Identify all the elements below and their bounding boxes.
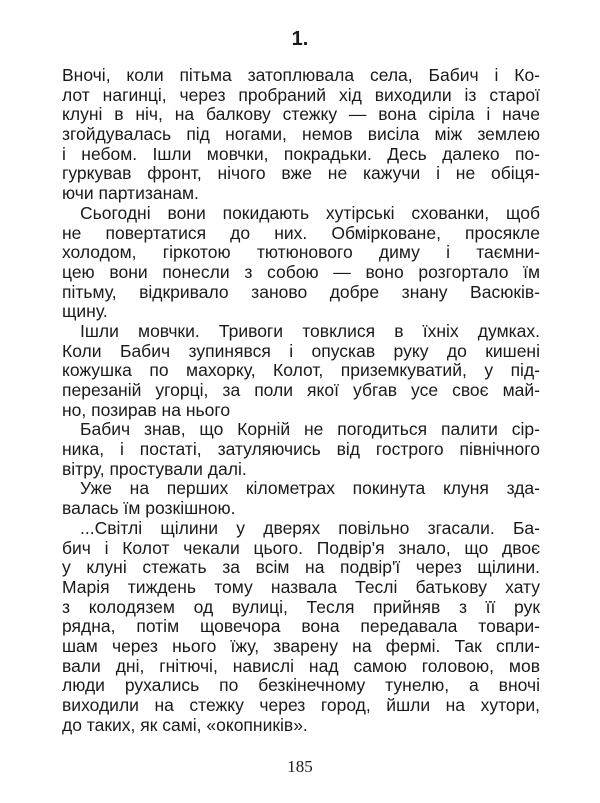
text-line: цею вони понесли з собою — воно розгортало їм xyxy=(62,261,540,282)
text-line: вали дні, гнітючі, навислі над самою головою, мов xyxy=(62,655,540,676)
text-line: щину. xyxy=(62,301,108,322)
text-line: гуркував фронт, нічого вже не кажучи і не обіця- xyxy=(62,163,540,184)
text-line: холодом, гіркотою тютюнового диму і таємни- xyxy=(62,242,540,263)
text-line: не повертатися до них. Обмірковане, просякле xyxy=(62,222,540,243)
text-line: Бабич знав, що Корній не погодиться палити сір- xyxy=(80,419,540,440)
text-line: валась їм розкішною. xyxy=(62,498,236,519)
text-line: Уже на перших кілометрах покинута клуня зда- xyxy=(80,478,540,499)
text-line: Ішли мовчки. Тривоги товклися в їхніх думках. xyxy=(80,320,540,341)
page-number: 185 xyxy=(287,757,313,776)
body-text xyxy=(62,66,540,735)
chapter-heading: 1. xyxy=(291,28,309,50)
text-line: клуні в ніч, на балкову стежку — вона сіріла і наче xyxy=(62,104,540,125)
text-line: кожушка по махорку, Колот, приземкуватий, у під- xyxy=(62,360,540,381)
paragraph xyxy=(62,66,540,204)
text-line: у клуні стежать за всім на подвір'ї через щілини. xyxy=(62,557,540,578)
text-line: ючи партизанам. xyxy=(62,183,199,204)
text-line: до таких, як самі, «окопників». xyxy=(62,714,308,735)
text-line: Сьогодні вони покидають хутірські схованки, щоб xyxy=(80,202,540,223)
text-line: виходили на стежку через город, йшли на хутори, xyxy=(62,695,540,715)
paragraph xyxy=(62,204,540,322)
paragraph xyxy=(62,519,540,736)
text-line: бич і Колот чекали цього. Подвір'я знало, що двоє xyxy=(62,537,540,558)
paragraph xyxy=(62,322,540,420)
text-line: Вночі, коли пітьма затоплювала села, Бабич і Ко- xyxy=(62,65,540,85)
text-line: з колодязем од вулиці, Тесля прийняв з її рук xyxy=(62,596,540,617)
text-line: пітьму, відкривало заново добре знану Васюків- xyxy=(62,281,540,302)
paragraph xyxy=(62,420,540,479)
text-line: вітру, простували далі. xyxy=(62,458,247,479)
text-line: ...Світлі щілини у дверях повільно згасали. Ба- xyxy=(80,517,540,538)
text-line: Коли Бабич зупинявся і опускав руку до кишені xyxy=(62,340,540,361)
text-line: шам через нього їжу, зварену на фермі. Так спли- xyxy=(62,635,540,656)
text-line: люди рухались по безкінечному тунелю, а вночі xyxy=(62,675,540,696)
text-line: Марія тиждень тому назвала Теслі батькову хату xyxy=(62,576,540,597)
text-line: но, позирав на нього xyxy=(62,399,231,420)
text-line: перезаній угорці, за поли якої убгав усе своє май- xyxy=(62,380,540,400)
text-line: рядна, потім щовечора вона передавала товари- xyxy=(62,616,540,637)
paragraph xyxy=(62,479,540,518)
text-line: і небом. Ішли мовчки, покрадьки. Десь далеко по- xyxy=(62,143,540,164)
text-line: згойдувалась під ногами, немов висіла між землею xyxy=(62,124,540,145)
text-line: ника, і постаті, затуляючись від гострого північного xyxy=(62,439,540,460)
text-line: лот нагинці, через пробраний хід виходили із старої xyxy=(62,84,540,105)
